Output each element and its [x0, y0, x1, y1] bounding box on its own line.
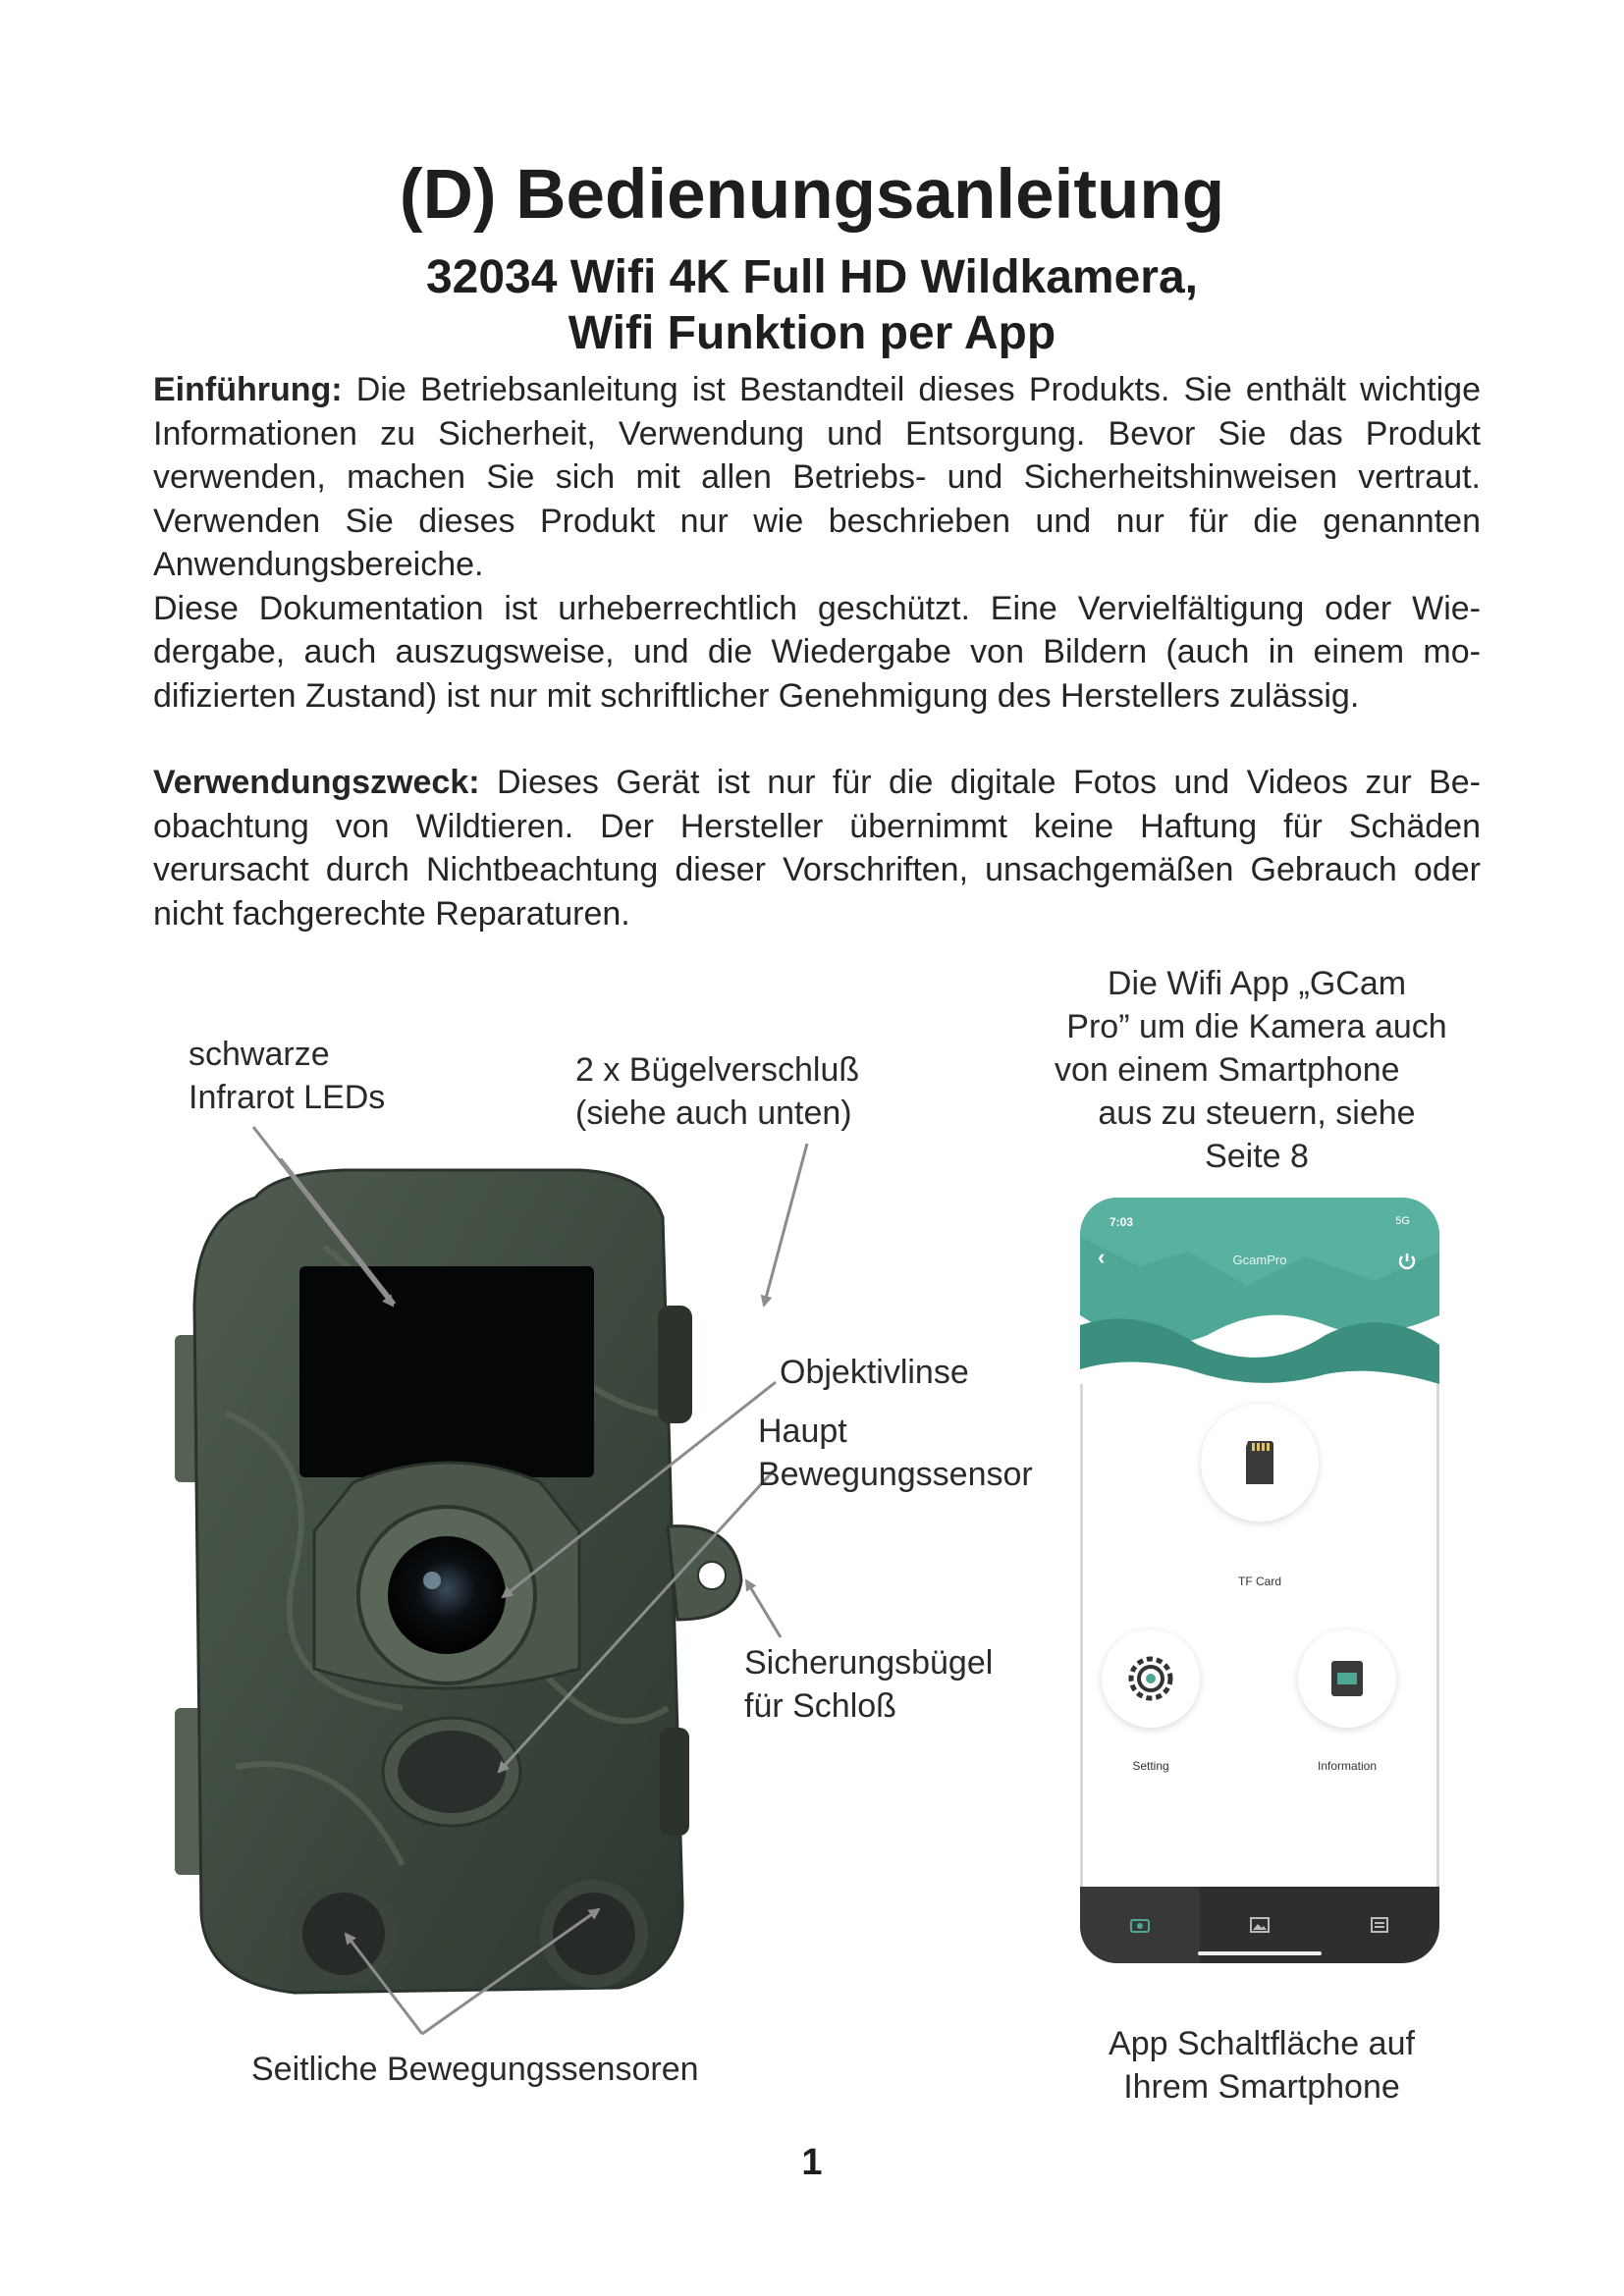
back-icon[interactable]: ‹ — [1098, 1245, 1106, 1269]
page-subtitle-line1: 32034 Wifi 4K Full HD Wildkamera, — [425, 251, 1199, 303]
tf-card-label: TF Card — [1237, 1575, 1281, 1588]
info-card-icon — [1298, 1629, 1396, 1728]
nav-list-tab[interactable] — [1320, 1887, 1439, 1963]
intro-text-1: Die Betriebsanleitung ist Bestandteil dieses Produkts. Sie enthält wichtige Informationen zu Sicherheit, Verwendung und Entsorgung. Bevor Sie das Produkt verwenden, machen Sie sich mit allen Betriebs- und Sicherheitshinweisen vertraut. Verwenden Sie dieses Produkt nur wie beschrieben und nur für die genannten Anwendungsbereiche. — [153, 371, 1481, 583]
arrow-latch — [764, 1144, 807, 1306]
label-latch — [575, 1048, 859, 1135]
gear-icon — [1102, 1629, 1200, 1728]
setting-label: Setting — [1132, 1759, 1169, 1773]
camera-icon — [1130, 1917, 1150, 1933]
phone-app-title: GcamPro — [1232, 1253, 1287, 1267]
information-label: Information — [1317, 1759, 1378, 1773]
label-ir-leds-line2: Infrarot LEDs — [189, 1079, 386, 1116]
sd-card-icon — [1201, 1404, 1319, 1522]
label-ir-leds — [189, 1033, 385, 1119]
list-icon — [1371, 1917, 1388, 1933]
phone-header-mountains — [1080, 1198, 1439, 1384]
label-app-line2: Pro” um die Kamera auch — [1066, 1008, 1447, 1045]
information-button[interactable] — [1298, 1629, 1396, 1728]
image-icon — [1250, 1917, 1270, 1933]
label-app-line5: Seite 8 — [1205, 1138, 1309, 1175]
arrow-side-right — [422, 1909, 599, 2034]
page-title: (D) Bedienungsanleitung — [399, 156, 1225, 234]
purpose-heading: Verwendungszweck: — [153, 764, 480, 801]
arrow-main-sensor — [499, 1470, 774, 1772]
label-main-sensor — [758, 1410, 1033, 1496]
label-main-sensor-line2: Bewegungssensor — [758, 1456, 1033, 1493]
tf-card-button[interactable] — [1201, 1404, 1319, 1522]
label-app-line4: aus zu steuern, siehe — [1098, 1095, 1416, 1132]
label-lock — [744, 1641, 993, 1728]
setting-button[interactable] — [1102, 1629, 1200, 1728]
label-lock-line2: für Schloß — [744, 1687, 896, 1725]
power-icon[interactable] — [1396, 1251, 1418, 1272]
intro-text-2: Diese Dokumentation ist urheberrechtlich geschützt. Eine Vervielfältigung oder Wiedergabe, auch auszugsweise, und die Wiedergabe von Bildern (auch in einem modifizierten Zustand) ist nur mit schriftlicher Genehmigung des Herstellers zulässig. — [153, 589, 1481, 715]
label-app-line3: von einem Smartphone — [1055, 1051, 1400, 1089]
arrow-side-left — [346, 1934, 422, 2034]
label-app-button — [1060, 2022, 1463, 2109]
label-latch-line2: (siehe auch unten) — [575, 1095, 852, 1132]
label-ir-leds-line1: schwarze — [189, 1036, 330, 1073]
label-side-sensors: Seitliche Bewegungssensoren — [251, 2051, 699, 2088]
page-subtitle-line2: Wifi Funktion per App — [568, 307, 1056, 359]
label-app-button-line2: Ihrem Smartphone — [1123, 2068, 1400, 2106]
arrow-lens — [503, 1382, 776, 1597]
arrow-lock — [746, 1580, 781, 1637]
label-lens: Objektivlinse — [780, 1354, 969, 1391]
label-app-button-line1: App Schaltfläche auf — [1109, 2025, 1415, 2062]
label-lock-line1: Sicherungsbügel — [744, 1644, 994, 1682]
page-number: 1 — [801, 2142, 823, 2183]
phone-screenshot — [1080, 1198, 1439, 1963]
phone-time: 7:03 — [1110, 1215, 1134, 1229]
intro-heading: Einführung: — [153, 371, 343, 408]
phone-signal: 5G — [1395, 1215, 1410, 1227]
home-indicator — [1198, 1951, 1322, 1955]
label-main-sensor-line1: Haupt — [758, 1413, 847, 1450]
label-latch-line1: 2 x Bügelverschluß — [575, 1051, 860, 1089]
label-app-line1: Die Wifi App „GCam — [1107, 965, 1407, 1002]
nav-camera-tab[interactable] — [1080, 1887, 1200, 1963]
purpose-text: Dieses Gerät ist nur für die digitale Fotos und Videos zur Beobachtung von Wildtieren. Der Hersteller übernimmt keine Haftung für Schäden verursacht durch Nichtbeachtung dieser Vorschriften, unsachgemäßen Gebrauch oder nicht fachgerechte Reparaturen. — [153, 764, 1481, 933]
arrow-ir-leds — [253, 1127, 393, 1306]
label-app-description — [1041, 962, 1473, 1178]
